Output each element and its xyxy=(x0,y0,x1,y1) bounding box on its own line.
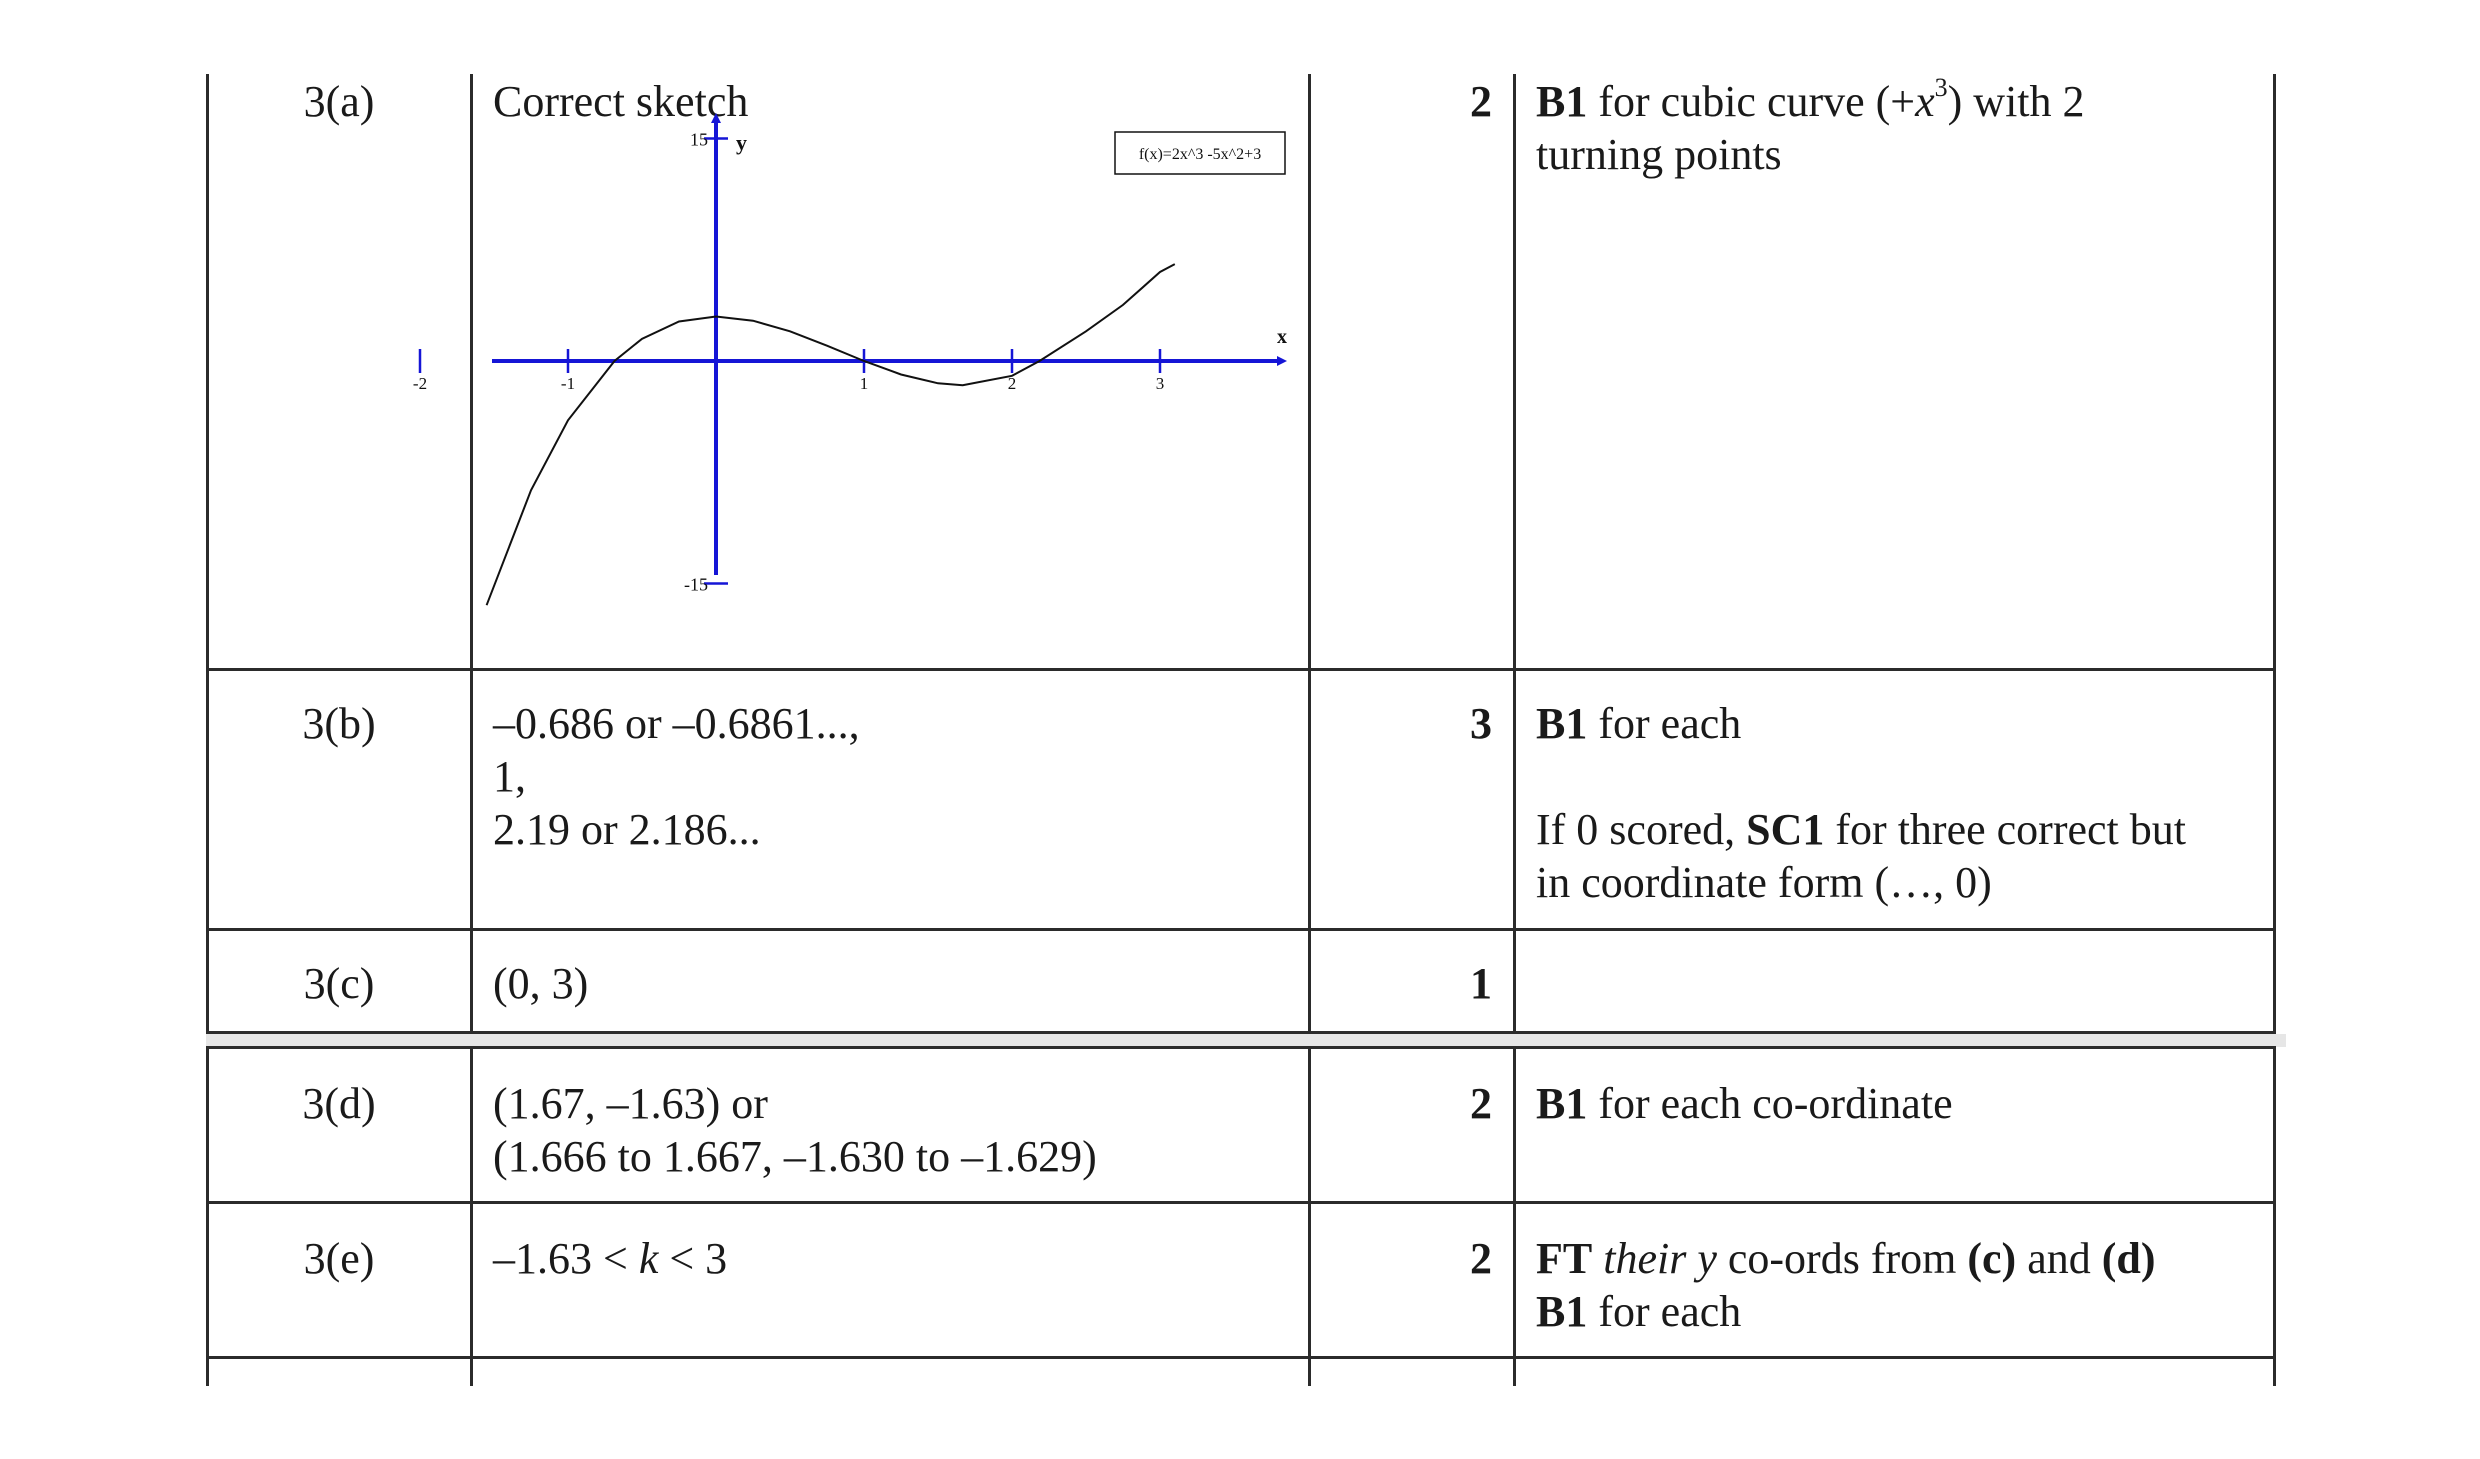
question-number: 3(d) xyxy=(302,1079,376,1128)
row-separator-d-e xyxy=(206,1201,2276,1204)
guidance-line: B1 for each xyxy=(1536,1287,1742,1336)
guidance-line: If 0 scored, SC1 for three correct but xyxy=(1536,805,2186,854)
row-separator-c-gap xyxy=(206,1031,2276,1034)
answer-text: 1, xyxy=(493,752,526,801)
guidance-code: B1 xyxy=(1536,1287,1588,1336)
guidance-line: FT their y co-ords from (c) and (d) xyxy=(1536,1234,2156,1283)
guidance-code: SC1 xyxy=(1746,805,1825,854)
x-axis-label: x xyxy=(1277,326,1287,348)
mark-value: 3 xyxy=(1470,699,1492,748)
row-separator-bottom xyxy=(206,1356,2276,1359)
guidance-code: B1 xyxy=(1536,77,1588,126)
y-tick-label-bottom: -15 xyxy=(684,574,708,595)
question-number: 3(c) xyxy=(303,959,375,1008)
y-axis-label: y xyxy=(736,130,747,155)
answer-text: (1.666 to 1.667, –1.630 to –1.629) xyxy=(493,1132,1097,1181)
graph-axes xyxy=(492,118,1282,575)
question-number: 3(a) xyxy=(303,77,375,126)
table-border-right xyxy=(2273,74,2276,1386)
row-separator-a-b xyxy=(206,668,2276,671)
answer-text: –0.686 or –0.6861..., xyxy=(493,699,860,748)
table-divider-1 xyxy=(470,74,473,1386)
cubic-sketch-graph xyxy=(412,118,1292,598)
x-tick-label: -1 xyxy=(560,374,576,393)
guidance-line: in coordinate form (…, 0) xyxy=(1536,858,1992,907)
question-number: 3(e) xyxy=(303,1234,375,1283)
question-number: 3(b) xyxy=(302,699,376,748)
row-separator-b-c xyxy=(206,928,2276,931)
row-separator-gap-d xyxy=(206,1046,2276,1049)
x-tick-label: -2 xyxy=(412,374,428,393)
guidance-code: B1 xyxy=(1536,1079,1588,1128)
y-tick-label-top: 15 xyxy=(690,129,708,150)
answer-text: (0, 3) xyxy=(493,959,589,1008)
x-tick-label: 2 xyxy=(1007,374,1017,393)
guidance-code: B1 xyxy=(1536,699,1588,748)
guidance-line: B1 for each co-ordinate xyxy=(1536,1079,1953,1128)
graph-curve-layer xyxy=(487,264,1175,605)
guidance-code: FT xyxy=(1536,1234,1593,1283)
x-tick-label: 1 xyxy=(859,374,869,393)
mark-value: 2 xyxy=(1470,1234,1492,1283)
guidance-line: turning points xyxy=(1536,130,1782,179)
mark-value: 1 xyxy=(1470,959,1492,1008)
mark-value: 2 xyxy=(1470,1079,1492,1128)
answer-text: 2.19 or 2.186... xyxy=(493,805,761,854)
table-divider-2 xyxy=(1308,74,1311,1386)
answer-text: Correct sketch xyxy=(493,77,749,126)
x-tick-label: 3 xyxy=(1155,374,1165,393)
legend-text: f(x)=2x^3 -5x^2+3 xyxy=(1138,146,1262,163)
answer-text: (1.67, –1.63) or xyxy=(493,1079,768,1128)
table-divider-3 xyxy=(1513,74,1516,1386)
cubic-curve xyxy=(487,264,1175,605)
guidance-line: B1 for cubic curve $(+x^3)$ with 2 xyxy=(1536,73,2085,126)
guidance-line: B1 for each xyxy=(1536,699,1742,748)
answer-text: –1.63 < k < 3 xyxy=(493,1234,728,1283)
mark-value: 2 xyxy=(1470,77,1492,126)
